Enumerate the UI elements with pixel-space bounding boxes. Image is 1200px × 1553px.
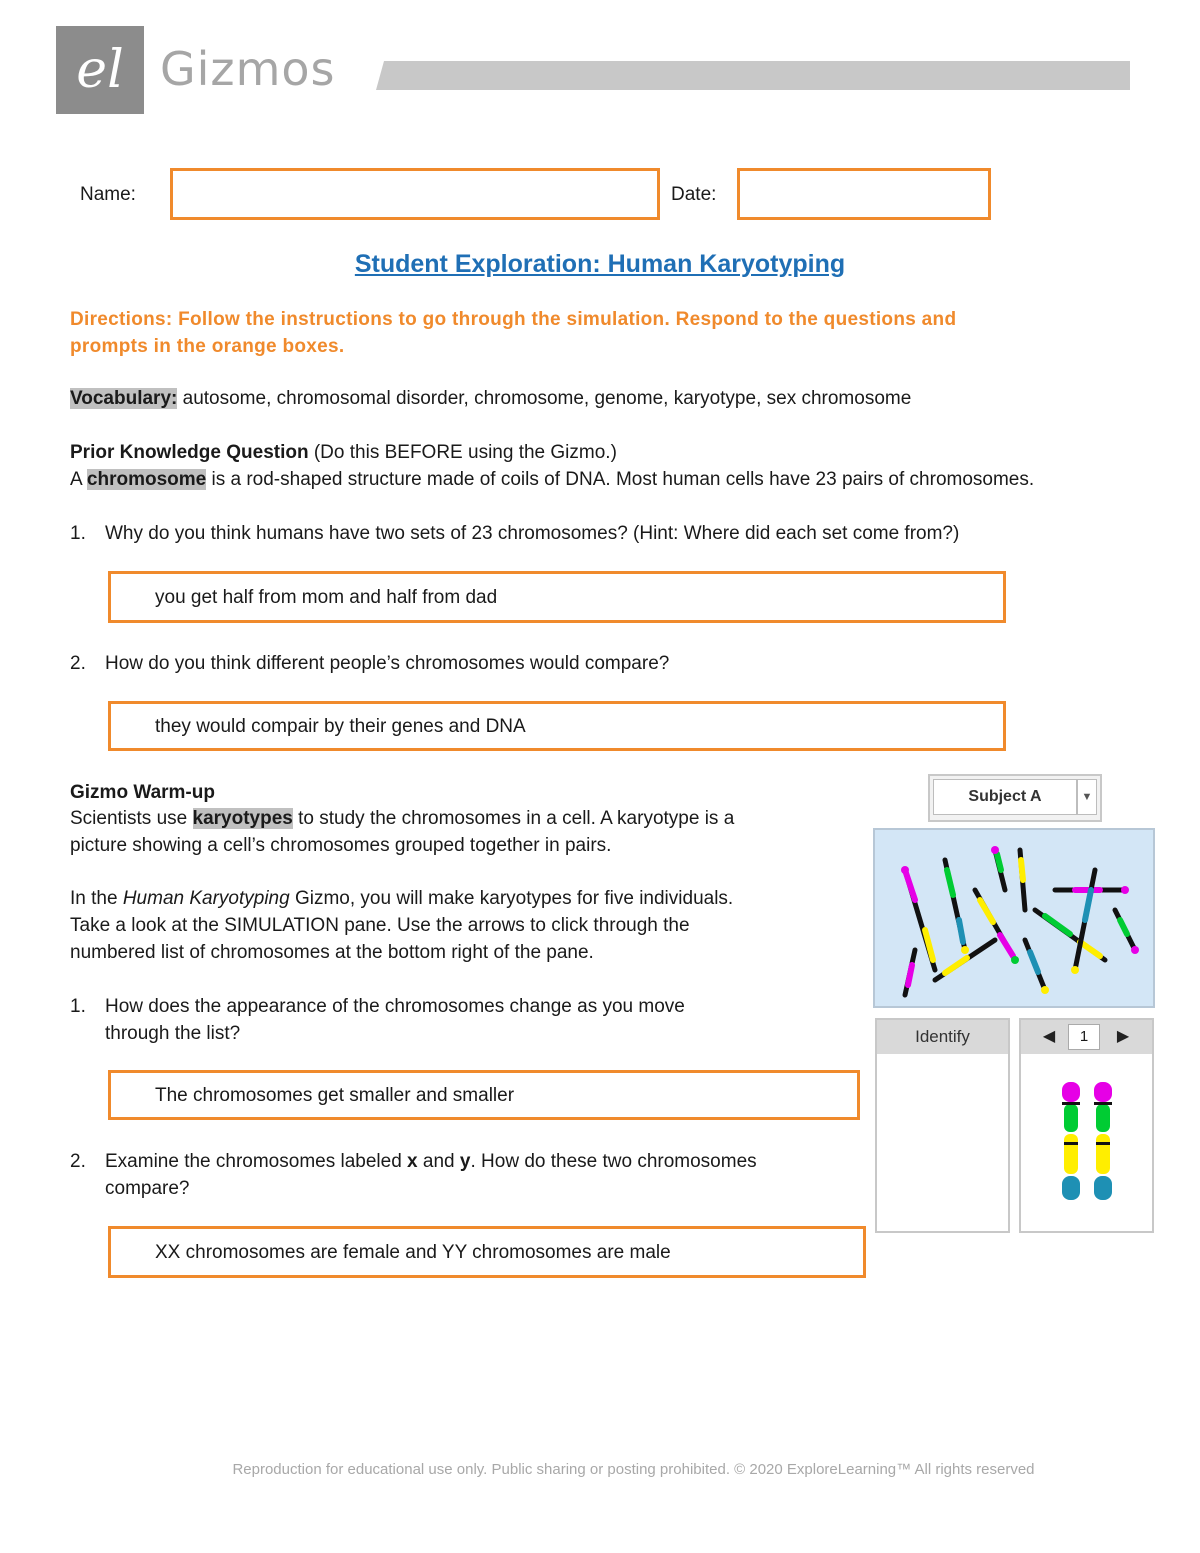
- header-bar: [376, 61, 1130, 90]
- question-line-2: through the list?: [105, 1023, 241, 1044]
- date-label: Date:: [671, 184, 717, 205]
- directions-line-2: prompts in the orange boxes.: [70, 336, 345, 357]
- prior-knowledge-note: (Do this BEFORE using the Gizmo.): [308, 442, 617, 463]
- warmup-p2-c: Take a look at the SIMULATION pane. Use the arrows to click through the: [70, 915, 690, 936]
- q2-and: and: [417, 1151, 460, 1172]
- next-arrow-icon[interactable]: ▶: [1116, 1028, 1130, 1045]
- question-text: Why do you think humans have two sets of 23 chromosomes? (Hint: Where did each set come from?): [105, 523, 960, 544]
- q2-text-a: Examine the chromosomes labeled: [105, 1151, 408, 1172]
- y-label: y: [459, 1151, 471, 1172]
- question-line-2: compare?: [105, 1178, 190, 1199]
- warmup-p2-a: In the: [70, 888, 123, 909]
- chromosome-term: chromosome: [86, 469, 207, 490]
- vocabulary-label: Vocabulary:: [70, 388, 178, 409]
- date-field[interactable]: [737, 168, 991, 220]
- answer-box-prior-1[interactable]: [108, 571, 1006, 623]
- warmup-question-2: [0, 1148, 860, 1208]
- subject-select[interactable]: Subject A: [933, 779, 1077, 815]
- name-label: Name:: [80, 184, 136, 205]
- question-number: 2.: [70, 1151, 86, 1172]
- answer-text: XX chromosomes are female and YY chromosomes are male: [155, 1241, 671, 1263]
- definition-text: is a rod-shaped structure made of coils of DNA. Most human cells have 23 pairs of chromosomes.: [206, 469, 1035, 490]
- brand-name: Gizmos: [160, 42, 336, 96]
- chromosome-pair-image: [1058, 1080, 1118, 1204]
- warmup-p2-b: Gizmo, you will make karyotypes for five individuals.: [289, 888, 734, 909]
- karyotypes-term: karyotypes: [192, 808, 293, 829]
- prev-arrow-icon[interactable]: ◀: [1042, 1028, 1056, 1045]
- prior-question-1: [0, 520, 1200, 550]
- name-field[interactable]: [170, 168, 660, 220]
- warmup-heading: Gizmo Warm-up: [70, 782, 215, 803]
- prior-knowledge-heading-line: [70, 439, 617, 466]
- question-number: 1.: [70, 996, 86, 1017]
- question-number: 2.: [70, 653, 86, 674]
- chevron-down-icon[interactable]: ▼: [1077, 779, 1097, 815]
- prior-knowledge-heading: Prior Knowledge Question: [70, 442, 309, 463]
- gizmo-name: Human Karyotyping: [122, 888, 290, 909]
- identify-button[interactable]: Identify: [877, 1020, 1008, 1054]
- warmup-paragraph-2: [70, 885, 860, 966]
- footer-copyright: Reproduction for educational use only. Public sharing or posting prohibited. © 2020 ExploreLearning™ All rights reserved: [232, 1461, 1035, 1478]
- page-title: Student Exploration: Human Karyotyping: [354, 250, 846, 278]
- question-text: How do you think different people’s chromosomes would compare?: [105, 653, 670, 674]
- directions: [70, 306, 1070, 360]
- x-label: x: [407, 1151, 418, 1172]
- warmup-p1-c: picture showing a cell’s chromosomes grouped together in pairs.: [70, 835, 612, 856]
- answer-box-warmup-1[interactable]: [108, 1070, 860, 1120]
- vocabulary-terms: autosome, chromosomal disorder, chromosome, genome, karyotype, sex chromosome: [177, 388, 912, 409]
- vocabulary: [70, 385, 911, 412]
- answer-box-warmup-2[interactable]: [108, 1226, 866, 1278]
- definition-prefix: A: [70, 469, 87, 490]
- prior-question-2: [0, 650, 1200, 680]
- warmup-p1-a: Scientists use: [70, 808, 193, 829]
- chromosome-number[interactable]: 1: [1068, 1024, 1100, 1050]
- answer-text: you get half from mom and half from dad: [155, 586, 498, 608]
- answer-text: they would compair by their genes and DNA: [155, 715, 526, 737]
- q2-text-b: . How do these two chromosomes: [470, 1151, 757, 1172]
- question-number: 1.: [70, 523, 86, 544]
- warmup-p2-d: numbered list of chromosomes at the bottom right of the pane.: [70, 942, 594, 963]
- chromosome-spread: [875, 830, 1153, 1006]
- warmup-question-1: [0, 993, 860, 1053]
- simulation-pane: [873, 828, 1155, 1008]
- warmup-paragraph-1: [70, 805, 860, 859]
- explorelearning-logo: el: [76, 40, 124, 100]
- answer-text: The chromosomes get smaller and smaller: [155, 1084, 515, 1106]
- directions-line-1: Directions: Follow the instructions to go through the simulation. Respond to the questions and: [70, 309, 957, 330]
- answer-box-prior-2[interactable]: [108, 701, 1006, 751]
- chromosome-definition: [70, 466, 1190, 493]
- question-line-1: How does the appearance of the chromosomes change as you move: [105, 996, 685, 1017]
- warmup-p1-b: to study the chromosomes in a cell. A karyotype is a: [292, 808, 735, 829]
